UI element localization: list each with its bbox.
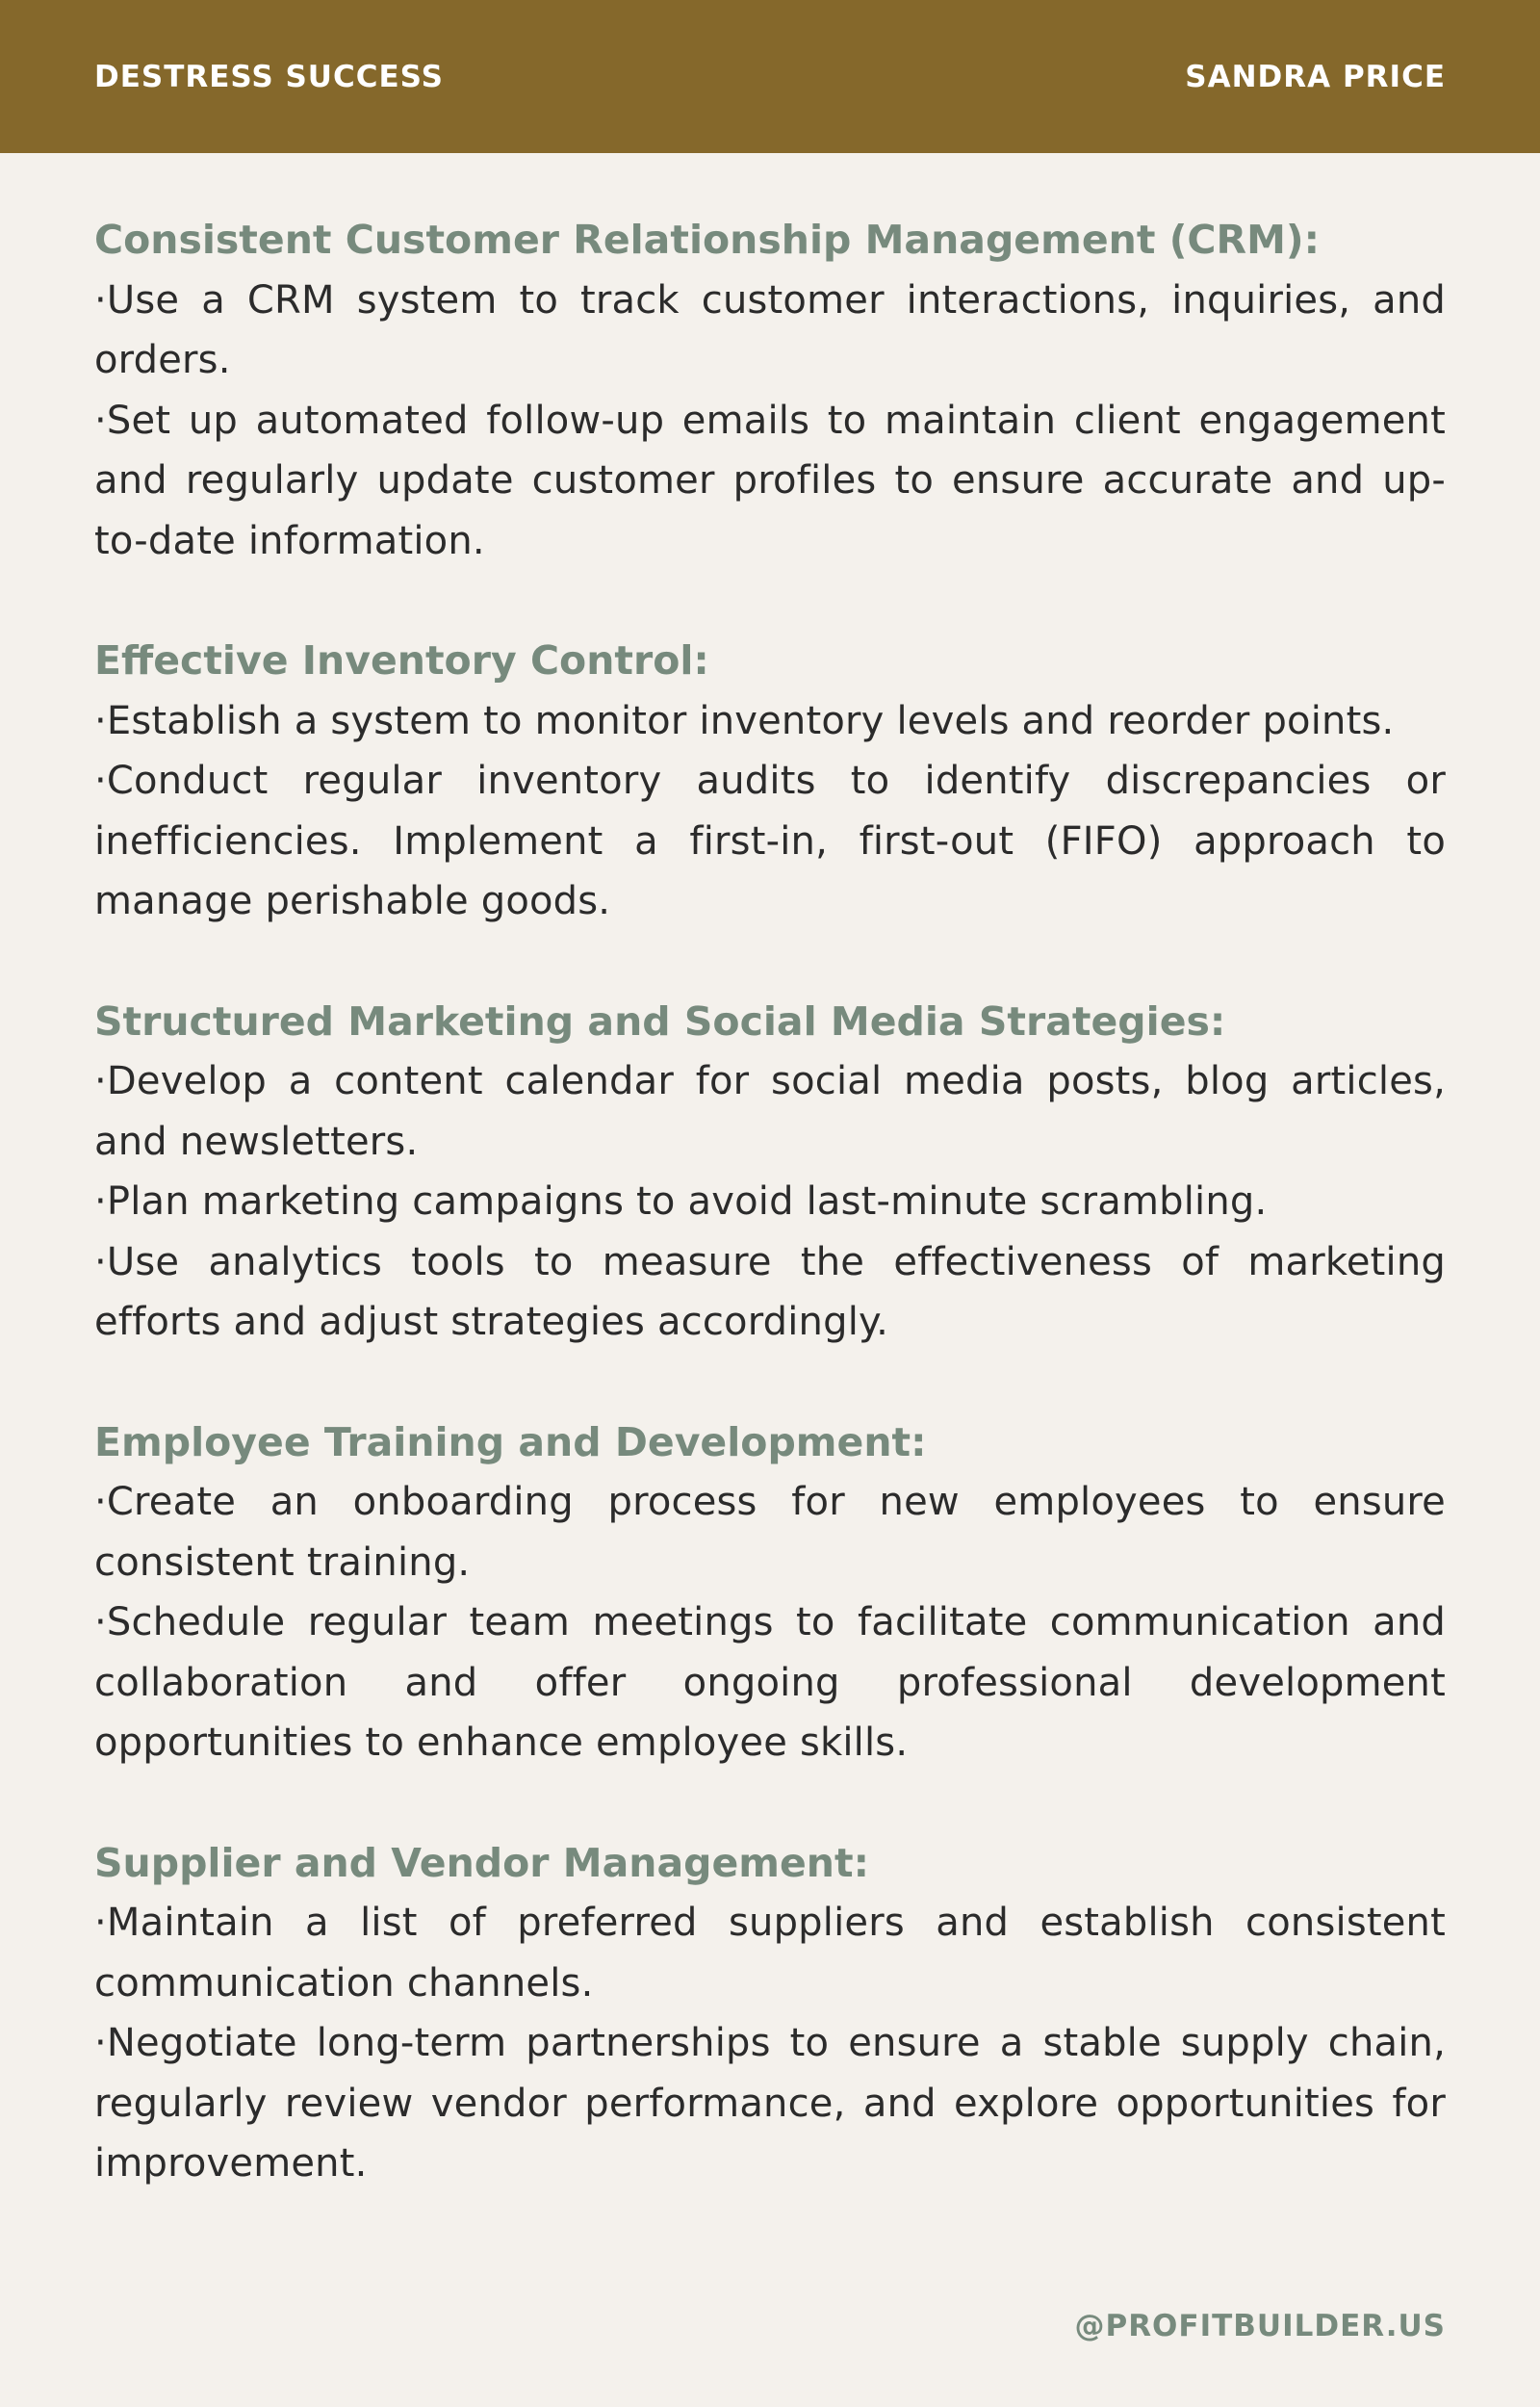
- bullet-item: ·Use analytics tools to measure the effectiveness of marketing efforts and adjust strategies accordingly.: [94, 1239, 1446, 1344]
- section-heading: Supplier and Vendor Management:: [94, 1839, 869, 1886]
- bullet-item: ·Create an onboarding process for new employees to ensure consistent training.: [94, 1480, 1446, 1585]
- brand-name: DESTRESS SUCCESS: [94, 60, 444, 94]
- section-crm: [94, 210, 1446, 571]
- bullet-item: ·Establish a system to monitor inventory levels and reorder points.: [94, 698, 1395, 743]
- bullet-item: ·Schedule regular team meetings to facilitate communication and collaboration and offer ongoing professional development opportunities to enhance employee skills.: [94, 1600, 1446, 1765]
- section-marketing: [94, 992, 1446, 1353]
- bullet-item: ·Plan marketing campaigns to avoid last-minute scrambling.: [94, 1179, 1268, 1224]
- section-heading: Consistent Customer Relationship Management (CRM):: [94, 217, 1321, 263]
- bullet-item: ·Set up automated follow-up emails to maintain client engagement and regularly update customer profiles to ensure accurate and up-to-date information.: [94, 398, 1446, 563]
- bullet-item: ·Use a CRM system to track customer interactions, inquiries, and orders.: [94, 277, 1446, 382]
- section-inventory: [94, 631, 1446, 932]
- bullet-item: ·Conduct regular inventory audits to identify discrepancies or inefficiencies. Implement a first-in, first-out (FIFO) approach to manage perishable goods.: [94, 759, 1446, 923]
- bullet-item: ·Negotiate long-term partnerships to ensure a stable supply chain, regularly review vendor performance, and explore opportunities for improvement.: [94, 2021, 1446, 2186]
- section-heading: Effective Inventory Control:: [94, 637, 709, 684]
- section-heading: Employee Training and Development:: [94, 1418, 927, 1465]
- header-bar: [0, 0, 1540, 153]
- author-name: SANDRA PRICE: [1185, 60, 1446, 94]
- section-training: [94, 1412, 1446, 1773]
- section-suppliers: [94, 1833, 1446, 2194]
- bullet-item: ·Maintain a list of preferred suppliers and establish consistent communication channels.: [94, 1901, 1446, 2006]
- footer-handle: @PROFITBUILDER.US: [1074, 2309, 1446, 2343]
- section-heading: Structured Marketing and Social Media Strategies:: [94, 997, 1226, 1045]
- document-body: [94, 210, 1446, 2254]
- bullet-item: ·Develop a content calendar for social media posts, blog articles, and newsletters.: [94, 1059, 1446, 1164]
